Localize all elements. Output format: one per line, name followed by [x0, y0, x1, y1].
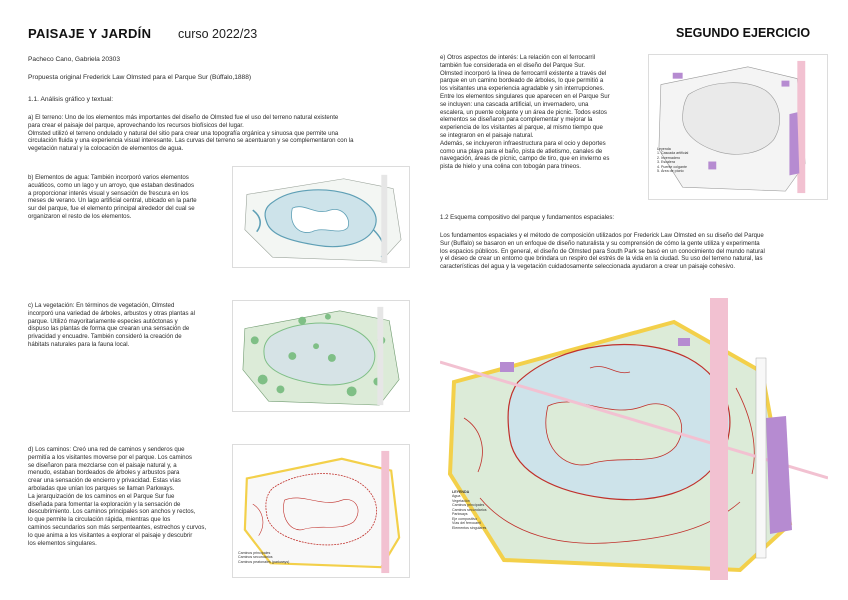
text-line: incorporó una variedad de árboles, arbustos y otras plantas al [28, 309, 196, 317]
legend-item: Elementos singulares [452, 525, 487, 530]
text-line: experiencia de los visitantes al parque, al mismo tiempo que [440, 124, 603, 132]
text-line: también fue considerada en el diseño del Parque Sur. [440, 61, 585, 69]
text-line: b) Elementos de agua: También incorporó varios elementos [28, 174, 189, 181]
section-e-text [440, 54, 640, 171]
text-line: y el deseo de crear un entorno que brindara un respiro del estrés de la vida en la ciudad. Su uso del terreno natural, las [440, 255, 763, 263]
text-line: los espacios públicos. En general, el diseño de Olmsted para South Park se basó en un conocimiento del mundo natural [440, 247, 765, 255]
legend-item: Vías del ferrocarril [452, 521, 482, 526]
legend-item: Caminos secundarios [452, 507, 487, 512]
text-line: sur del parque, fue el elemento principal alrededor del cual se [28, 205, 195, 213]
singular-elements-map [648, 54, 828, 200]
text-line: privacidad y encuadre. También consideró la creación de [28, 333, 182, 341]
text-line: a) El terreno: Uno de los elementos más importantes del diseño de Olmsted fue el uso del terreno natural existente [28, 114, 339, 121]
legend-item: 5. Área de pícnic [657, 169, 684, 174]
text-line: d) Los caminos: Creó una red de caminos y senderos que [28, 446, 185, 453]
course-label: curso 2022/23 [178, 27, 258, 41]
text-line: organizaron el resto de los elementos. [28, 212, 132, 220]
text-line: Olmsted utilizó el terreno ondulado y natural del sitio para crear una topografía orgánica y sinuosa que permite una [28, 129, 339, 137]
composite-map-legend [452, 490, 487, 530]
paths-map [232, 444, 410, 578]
section-1-2-heading: 1.2 Esquema compositivo del parque y fundamentos espaciales: [440, 214, 615, 221]
text-line: se integraron en el paisaje natural. [440, 131, 534, 139]
text-line: caminos secundarios son más serpenteantes, estrechos y curvos, [28, 523, 207, 531]
text-line: Entre los elementos singulares que aparecen en el Parque Sur [440, 92, 610, 100]
legend-item: 1. Cascada artificial [657, 151, 689, 156]
section-b-text [28, 174, 228, 221]
text-line: acuáticos, como un lago y un arroyo, que estaban destinados [28, 181, 194, 189]
proposal-line: Propuesta original Frederick Law Olmsted para el Parque Sur (Búffalo,1888) [28, 74, 252, 81]
legend-item: 4. Puente colgante [657, 164, 687, 169]
text-line: se incluyen: una cascada artificial, un invernadero, una [440, 100, 589, 108]
section-heading-1-1: 1.1. Análisis gráfico y textual: [28, 96, 114, 103]
text-line: características del agua y la vegetación cuidadosamente seleccionada ayudaron a crear un paisaje cohesivo. [440, 263, 736, 271]
legend-item: Vegetación [452, 498, 470, 503]
text-line: dispuso las plantas de forma que crearan una sensación de [28, 325, 190, 333]
text-line: a proporcionar interés visual y sensación de frescura en los [28, 189, 189, 197]
composite-scheme-map [440, 298, 828, 580]
page-title: PAISAJE Y JARDÍN [28, 26, 152, 41]
text-line: los visitantes una experiencia agradable y sin interrupciones. [440, 85, 605, 93]
text-line: crear una sensación de encierro y privacidad. Estas vías [28, 477, 181, 485]
text-line: los elementos singulares. [28, 539, 97, 547]
singular-elements-legend [657, 147, 688, 174]
legend-item: Parkways [452, 512, 468, 517]
text-line: descubrimiento. Los caminos principales son anchos y rectos, [28, 508, 196, 516]
vegetation-map [232, 300, 410, 412]
text-line: parque. Utilizó mayoritariamente especies autóctonas y [28, 317, 178, 325]
legend-heading: Leyenda [657, 147, 671, 151]
text-line: hábitats naturales para la fauna local. [28, 340, 130, 348]
text-line: permitía a los visitantes moverse por el parque. Los caminos [28, 453, 192, 461]
text-line: menudo, estaban bordeados de árboles y arbustos para [28, 469, 180, 477]
legend-item: Caminos principales [452, 503, 485, 508]
text-line: Además, se incluyeron infraestructura para el ocio y deportes [440, 139, 606, 147]
text-line: circulación fluida y una experiencia visual interesante. Las curvas del terreno se acentuaron y se complementaron con la [28, 137, 354, 145]
text-line: navegación, áreas de pícnic, campo de tiro, que en invierno es [440, 155, 610, 163]
text-line: lo que permite la circulación rápida, mientras que los [28, 516, 171, 524]
section-a-text [28, 114, 418, 153]
author-line: Pacheco Cano, Gabriela 20303 [28, 56, 121, 63]
text-line: pista de hielo y una colina con tobogán para trineos. [440, 163, 581, 171]
text-line: Los fundamentos espaciales y el método de composición utilizados por Frederick Law Olmsted en su diseño del Parque [440, 232, 764, 239]
text-line: meses de verano. Un lago artificial central, ubicado en la parte [28, 197, 197, 205]
text-line: arboladas que unían los parques se llaman Parkways. [28, 484, 175, 492]
paths-map-legend [238, 551, 289, 564]
legend-item: 2. Invernadero [657, 155, 681, 160]
legend-item: Caminos peatonales (parkways) [238, 559, 290, 564]
text-line: Sur (Buffalo) se basaron en un enfoque de diseño naturalista y su comprensión de cómo la gente utiliza y experimenta [440, 239, 760, 247]
section-1-2-text [440, 232, 832, 271]
text-line: c) La vegetación: En términos de vegetación, Olmsted [28, 302, 175, 309]
text-line: lo que anima a los visitantes a explorar el paisaje y descubrir [28, 531, 193, 539]
text-line: elementos se diseñaron para complementar y mejorar la [440, 116, 593, 124]
text-line: se diseñaron para mezclarse con el paisaje natural y, a [28, 461, 177, 469]
text-line: parque en un camino bordeado de árboles, lo que permitió a [440, 77, 604, 85]
text-line: como una playa para el baño, pista de atletismo, canales de [440, 147, 603, 155]
text-line: e) Otros aspectos de interés: La relación con el ferrocarril [440, 54, 596, 61]
text-line: vegetación natural y la colocación de elementos de agua. [28, 145, 184, 153]
text-line: Olmsted incorporó la línea de ferrocarril existente a través del [440, 69, 607, 77]
exercise-title: SEGUNDO EJERCICIO [676, 26, 811, 40]
legend-item: Caminos principales [238, 551, 271, 555]
section-d-text [28, 446, 240, 547]
legend-item: Agua [452, 494, 461, 499]
text-line: para crear el paisaje del parque, aprovechando los recursos biofísicos del lugar. [28, 121, 244, 129]
legend-item: Caminos secundarios [238, 555, 273, 560]
legend-item: Eje compositivo [452, 516, 478, 521]
text-line: escalera, un puente colgante y un área de picnic. Todos estos [440, 108, 607, 116]
section-c-text [28, 302, 238, 349]
water-elements-map [232, 166, 410, 268]
legend-heading: LEYENDA [452, 490, 470, 494]
text-line: diseñada para fomentar la exploración y la sensación de [28, 500, 181, 508]
text-line: La jerarquización de los caminos en el Parque Sur fue [28, 492, 175, 500]
legend-item: 3. Escalera [657, 160, 675, 165]
